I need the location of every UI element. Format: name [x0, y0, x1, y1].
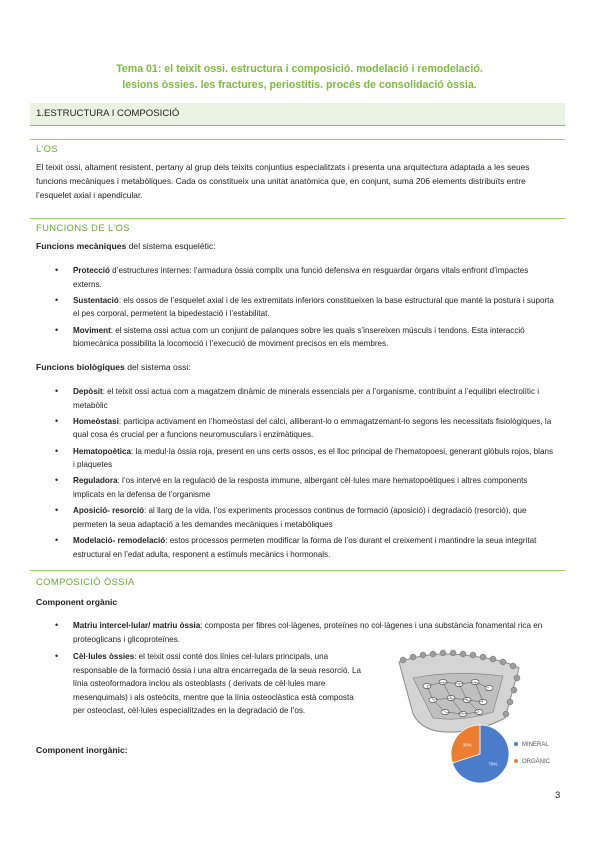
lead-mecaniques — [36, 241, 216, 251]
list-item — [0, 324, 555, 351]
item-term: Cèl·lules òssies — [73, 652, 135, 661]
subheading-funcions: FUNCIONS DE L’OS — [36, 222, 130, 233]
bone-tissue-drawing — [399, 650, 520, 732]
item-term: Reguladora — [73, 476, 118, 486]
item-term: Hematopoètica — [73, 446, 132, 456]
legend-marker — [514, 759, 518, 763]
list-item — [0, 415, 555, 442]
organic-component-title — [36, 597, 117, 607]
item-term: Sustentació — [73, 295, 119, 305]
biological-functions-list — [0, 385, 555, 564]
page-title — [40, 62, 559, 93]
list-item — [0, 474, 555, 501]
composition-pie-chart — [450, 723, 565, 785]
divider — [30, 570, 565, 571]
subheading-composicio: COMPOSICIÓ ÒSSIA — [36, 576, 135, 587]
item-term: Matriu intercel·lular/ matriu òssia — [73, 621, 201, 630]
lead-rest: del sistema esquelètic: — [126, 241, 216, 251]
item-text: : el teixit ossi conté dos línies cel·lulars principals, una responsable de la formació òssia i una altra encarregada de la seua resorció. La línia osteoformadora inclou als osteoblasts ( derivats de cèl·lules mare mesenquimals) i als osteòcits, mentre que la línia osteoclàstica està composta per osteoclast, cèl·lules especialitzades en la degradació de l’os. — [73, 652, 361, 716]
section-header — [30, 103, 565, 126]
item-text: : composta per fibres col·làgenes, proteïnes no col·làgenes i una substància fonamental rica en proteoglicans i glicoproteïnes. — [73, 621, 543, 644]
legend-marker — [514, 742, 518, 746]
page-number: 3 — [555, 790, 561, 801]
pie-data-label: 30% — [462, 742, 472, 748]
list-item — [0, 619, 555, 646]
item-text: : estos processos permeten modificar la forma de l’os durant el creixement i mantindre la seua integritat estructural en l’edat adulta, responent a estímuls mecànics i hormonals. — [73, 535, 537, 559]
item-text: : el sistema ossi actua com un conjunt de palanques sobre les quals s’insereixen músculs i tendons. Esta interacció biomecànica possibilita la locomoció i l’execució de moviment precisos en els membres. — [73, 325, 525, 349]
item-text: : la medul·la òssia roja, present en uns certs ossos, es el lloc principal de l’hematopoesi, generant glòbuls rojos, blans i plaquetes — [73, 446, 554, 470]
paragraph-los: El teixit ossi, altament resistent, pertany al grup dels teixits conjuntius especialitzats i presenta una arquitectura adaptada a les seues funcions mecàniques i metabòliques. Cada os constitueix una unitat anatòmica que, en conjunt, suma 206 elements distribuïts entre l’esquelet axial i apendicular. — [36, 162, 530, 200]
lead-bold: Funcions mecàniques — [36, 241, 127, 251]
mechanical-functions-list — [0, 264, 555, 353]
legend-label: MINERAL — [522, 742, 549, 749]
lead-rest: del sistema ossi: — [124, 362, 191, 372]
inorganic-title-text: Component inorgànic: — [36, 745, 128, 755]
lead-bold: Funcions biològiques — [36, 362, 125, 372]
organic-list-2 — [0, 650, 363, 721]
inorganic-component-title — [36, 745, 128, 755]
list-item — [0, 385, 555, 412]
item-text: : el teixit ossi actua com a magatzem dinàmic de minerals essencials per a l’organisme, contribuint a l’equilibri electrolític i metabòlic — [73, 387, 540, 410]
list-item — [0, 264, 555, 291]
list-item — [0, 650, 363, 718]
item-term: Modelació- remodelació — [73, 535, 166, 545]
list-item — [0, 534, 555, 561]
lead-biologiques — [36, 362, 191, 372]
pie-data-label: 70% — [488, 761, 498, 767]
list-item — [0, 445, 555, 472]
divider — [30, 139, 565, 140]
item-term: Depòsit — [73, 387, 103, 396]
item-text: : participa activament en l’homeòstasi del calci, alliberant-lo o emmagatzemant-lo segons les necessitats fisiològiques, la qual cosa és crucial per a funcions neuromusculars i enzimàtiques. — [73, 416, 552, 440]
item-term: Homeòstasi — [73, 416, 119, 426]
item-term: Protecció — [73, 266, 110, 275]
list-item — [0, 294, 555, 321]
item-text: : al llarg de la vida, l’os experiments processos continus de formació (aposició) i degradació (resorció), que permeten la seua adaptació a les demandes mecàniques i metabòliques — [73, 506, 527, 529]
title-line-2: lesions òssies. les fractures, periostitis. procés de consolidació òssia. — [122, 78, 477, 91]
organic-title-text: Component orgànic — [36, 597, 118, 607]
title-line-1: Tema 01: el teixit ossi. estructura i composició. modelació i remodelació. — [116, 63, 483, 75]
list-item — [0, 504, 555, 531]
item-text: d’estructures internes: l’armadura òssia complix una funció defensiva en resguardar òrgans vitals enfront d’impactes externs. — [73, 266, 529, 289]
item-term: Moviment — [73, 325, 111, 335]
item-text: : els ossos de l’esquelet axial i de les extremitats inferiors constitueixen la base estructural que manté la postura i suporta el pes corporal, permetent la bipedestació i l’estabilitat. — [73, 295, 554, 319]
subheading-los: L’OS — [36, 143, 58, 154]
divider — [30, 218, 565, 219]
section-title: 1.ESTRUCTURA I COMPOSICIÓ — [36, 108, 180, 119]
organic-list-1 — [0, 619, 555, 649]
item-term: Aposició- resorció — [73, 506, 145, 516]
item-text: : l’os intervé en la regulació de la resposta immune, albergant cèl·lules mare hematopoètiques i altres components implicats en la defensa de l’organisme — [73, 476, 528, 499]
legend-label: ORGÀNIC — [522, 759, 551, 766]
